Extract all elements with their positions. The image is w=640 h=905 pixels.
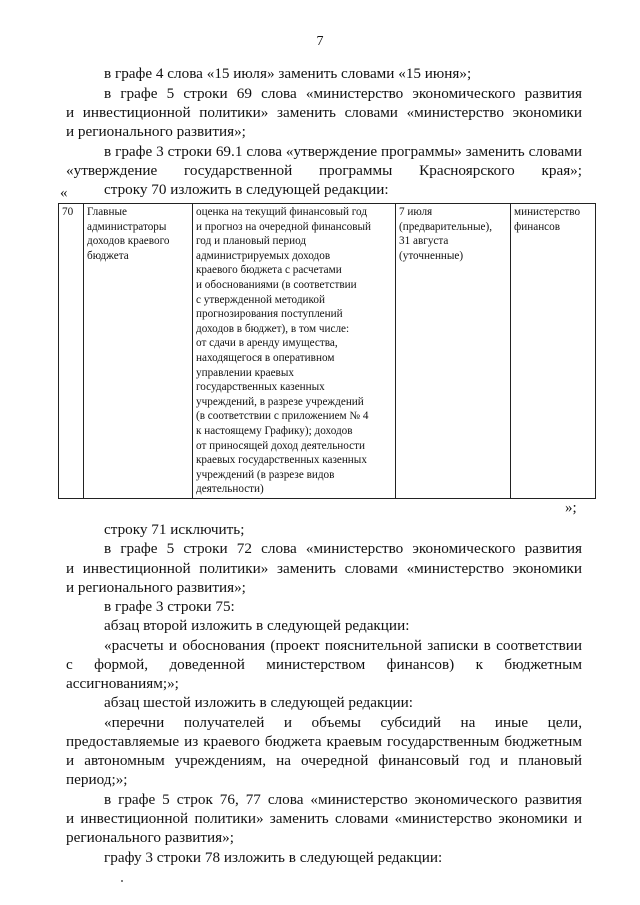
responsible-cell: министерство финансов — [511, 204, 596, 499]
text-line: и регионального развития»; — [66, 123, 246, 140]
page-number: 7 — [316, 34, 324, 49]
deadline-cell: 7 июля (предварительные), 31 августа (уточненные) — [396, 204, 511, 499]
text-line: «утверждение государственной программы Красноярского края»; — [66, 162, 582, 179]
text-line: в графе 3 строки 75: — [104, 598, 235, 615]
text-line: строку 71 исключить; — [104, 521, 245, 538]
text-line: графу 3 строки 78 изложить в следующей редакции: — [104, 849, 443, 866]
text-line: в графе 5 строк 76, 77 слова «министерство экономического развития — [104, 791, 582, 808]
text-line: с формой, доведенной министерством финансов) к бюджетным — [66, 656, 582, 673]
administrator-cell: Главные администраторы доходов краевого бюджета — [84, 204, 193, 499]
text-line: предоставляемые из краевого бюджета краевым государственным бюджетным — [66, 733, 582, 750]
text-line: в графе 3 строки 69.1 слова «утверждение программы» заменить словами — [104, 143, 582, 160]
text-line: в графе 5 строки 69 слова «министерство экономического развития — [104, 85, 582, 102]
text-line: абзац второй изложить в следующей редакции: — [104, 617, 410, 634]
text-line: абзац шестой изложить в следующей редакции: — [104, 694, 413, 711]
text-line: и регионального развития»; — [66, 579, 246, 596]
row-number-cell: 70 — [59, 204, 84, 499]
schedule-table — [58, 203, 596, 499]
text-line: регионального развития»; — [66, 829, 234, 846]
text-line: ассигнованиям;»; — [66, 675, 179, 692]
text-line: «перечни получателей и объемы субсидий на иные цели, — [104, 714, 582, 731]
text-line: и инвестиционной политики» заменить словами «министерство экономики и — [66, 810, 582, 827]
text-line: в графе 4 слова «15 июля» заменить словами «15 июня»; — [104, 65, 472, 82]
scan-speck — [121, 880, 123, 882]
text-line: строку 70 изложить в следующей редакции: — [104, 181, 389, 198]
quote-open-mark: « — [60, 185, 68, 201]
description-cell: оценка на текущий финансовый год и прогноз на очередной финансовый год и плановый период администрируемых доходов краевого бюджета с расчетами и обоснованиями (в соответствии с утвержденной методикой прогнозирования поступлений доходов в бюджет), в том числе: от сдачи в аренду имущества, находящегося в оперативном управлении краевых государственных казенных учреждений, в разрезе учреждений (в соответствии с приложением № 4 к настоящему Графику); доходов от приносящей доход деятельности краевых государственных казенных учреждений (в разрезе видов деятельности) — [193, 204, 396, 499]
text-line: и инвестиционной политики» заменить словами «министерство экономики — [66, 560, 582, 577]
text-line: и инвестиционной политики» заменить словами «министерство экономики — [66, 104, 582, 121]
quote-close-mark: »; — [565, 500, 577, 516]
text-line: «расчеты и обоснования (проект пояснительной записки в соответствии — [104, 637, 582, 654]
text-line: в графе 5 строки 72 слова «министерство экономического развития — [104, 540, 582, 557]
text-line: и автономным учреждениям, на очередной финансовый год и плановый — [66, 752, 582, 769]
table-row — [59, 204, 596, 499]
text-line: период;»; — [66, 771, 128, 788]
